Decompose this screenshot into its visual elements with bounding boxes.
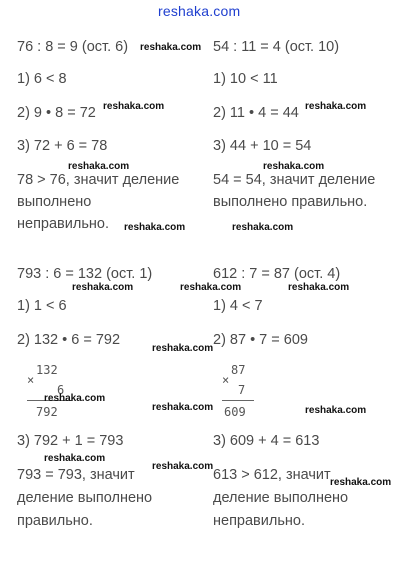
watermark: reshaka.com xyxy=(140,42,202,53)
rt-conclusion-2: выполнено правильно. xyxy=(213,194,368,210)
lt-conclusion-3: неправильно. xyxy=(17,216,109,232)
rt-equation: 54 : 11 = 4 (ост. 10) xyxy=(213,39,340,55)
rt-step1: 1) 10 < 11 xyxy=(213,71,278,87)
watermark: reshaka.com xyxy=(44,393,106,404)
lb-mul-sign: × xyxy=(27,373,35,387)
watermark: reshaka.com xyxy=(305,101,367,112)
rb-mul-b: 7 xyxy=(238,383,246,397)
rb-equation: 612 : 7 = 87 (ост. 4) xyxy=(213,266,341,282)
rt-step2: 2) 11 • 4 = 44 xyxy=(213,105,299,121)
rb-conclusion-3: неправильно. xyxy=(213,513,305,529)
watermark: reshaka.com xyxy=(288,282,350,293)
watermark: reshaka.com xyxy=(68,161,130,172)
rb-mul-result: 609 xyxy=(224,405,246,419)
watermark: reshaka.com xyxy=(305,405,367,416)
watermark: reshaka.com xyxy=(103,101,165,112)
lt-step2: 2) 9 • 8 = 72 xyxy=(17,105,96,121)
lt-equation: 76 : 8 = 9 (ост. 6) xyxy=(17,39,129,55)
rb-mul-a: 87 xyxy=(231,363,246,377)
lt-conclusion-2: выполнено xyxy=(17,194,92,210)
watermark: reshaka.com xyxy=(180,282,242,293)
watermark: reshaka.com xyxy=(263,161,325,172)
lt-step3: 3) 72 + 6 = 78 xyxy=(17,138,108,154)
watermark: reshaka.com xyxy=(232,222,294,233)
watermark: reshaka.com xyxy=(330,477,392,488)
lb-equation: 793 : 6 = 132 (ост. 1) xyxy=(17,266,153,282)
watermark: reshaka.com xyxy=(152,343,214,354)
watermark: reshaka.com xyxy=(44,453,106,464)
lt-step1: 1) 6 < 8 xyxy=(17,71,67,87)
lb-step1: 1) 1 < 6 xyxy=(17,298,67,314)
lb-mul-result: 792 xyxy=(36,405,58,419)
rb-conclusion-1: 613 > 612, значит xyxy=(213,467,331,483)
rb-mul-sign: × xyxy=(222,373,230,387)
rb-conclusion-2: деление выполнено xyxy=(213,490,349,506)
lt-conclusion-1: 78 > 76, значит деление xyxy=(17,172,180,188)
lb-step3: 3) 792 + 1 = 793 xyxy=(17,433,124,449)
watermark: reshaka.com xyxy=(124,222,186,233)
watermark: reshaka.com xyxy=(72,282,134,293)
lb-conclusion-3: правильно. xyxy=(17,513,93,529)
rt-step3: 3) 44 + 10 = 54 xyxy=(213,138,312,154)
lb-conclusion-1: 793 = 793, значит xyxy=(17,467,135,483)
rb-step2: 2) 87 • 7 = 609 xyxy=(213,332,308,348)
lb-mul-a: 132 xyxy=(36,363,58,377)
watermark: reshaka.com xyxy=(152,402,214,413)
rt-conclusion-1: 54 = 54, значит деление xyxy=(213,172,376,188)
watermark: reshaka.com xyxy=(152,461,214,472)
lb-mul-b: 6 xyxy=(57,383,65,397)
lb-conclusion-2: деление выполнено xyxy=(17,490,153,506)
site-title: reshaka.com xyxy=(158,3,241,19)
rb-mul-line xyxy=(222,400,254,401)
rb-step3: 3) 609 + 4 = 613 xyxy=(213,433,320,449)
lb-step2: 2) 132 • 6 = 792 xyxy=(17,332,121,348)
rb-step1: 1) 4 < 7 xyxy=(213,298,263,314)
